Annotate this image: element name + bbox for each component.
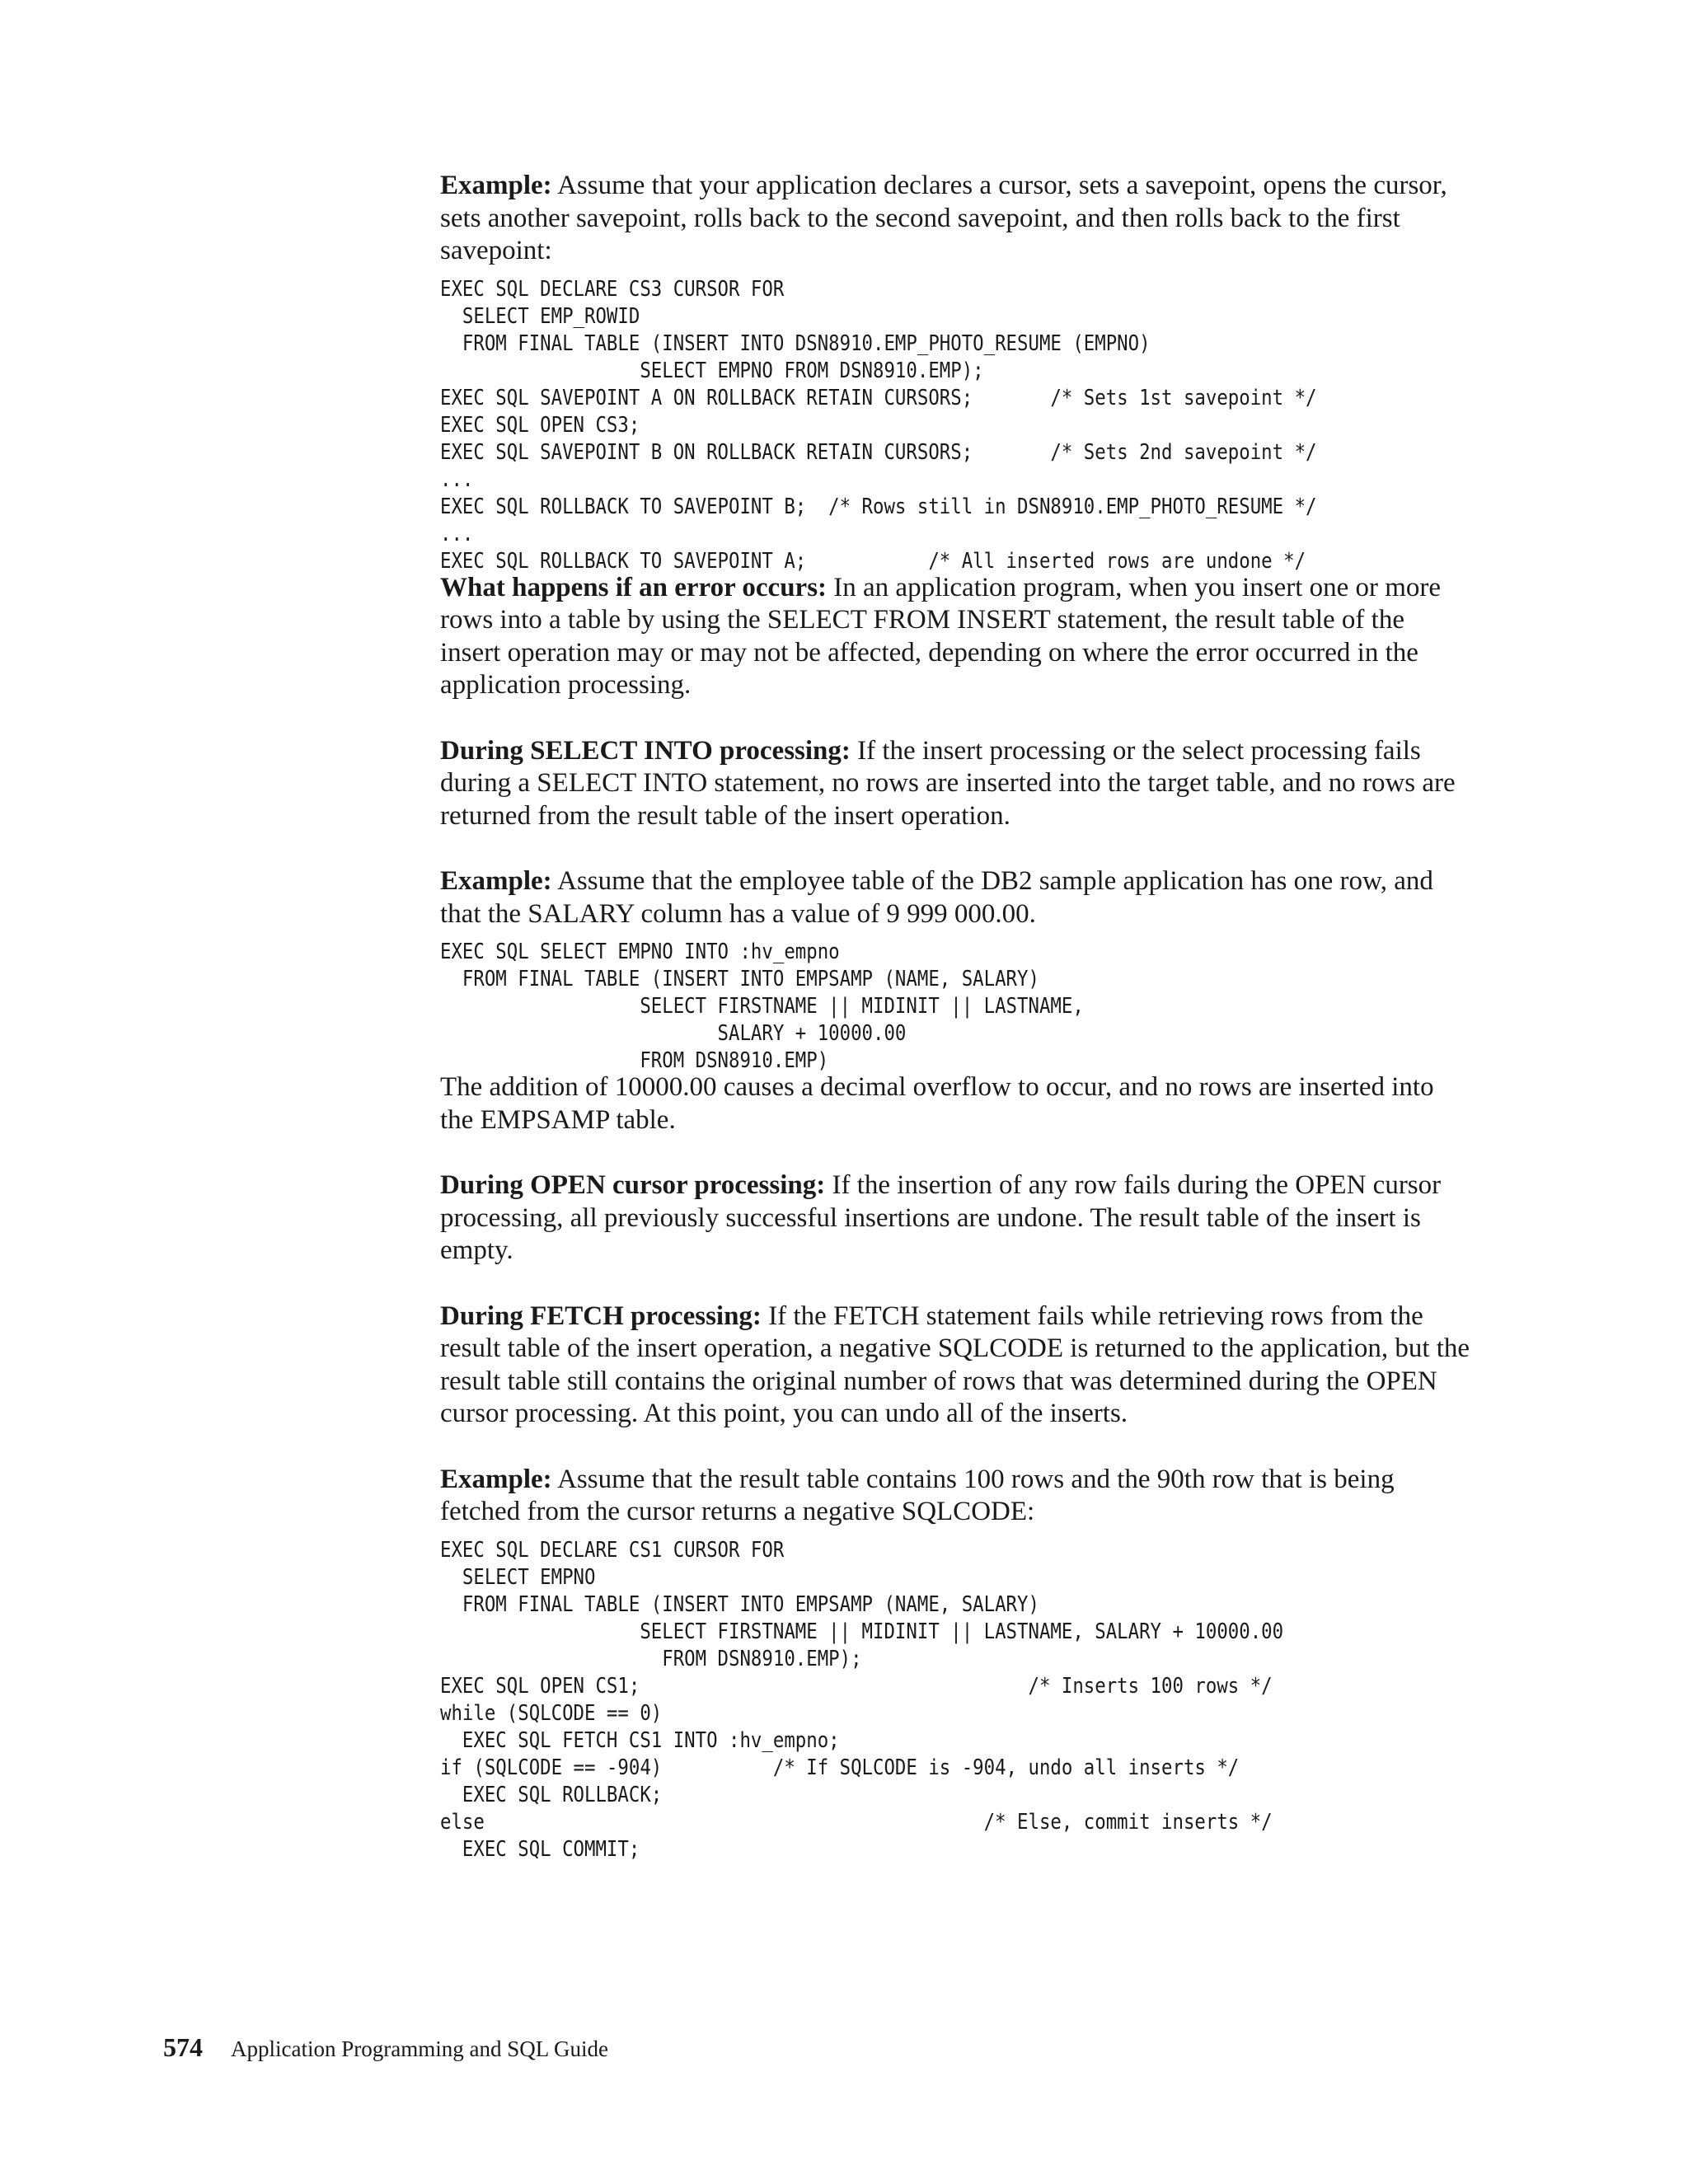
paragraph-text: In an application program, when you insert one or more rows into a table by using the SELECT FROM INSERT statement, the result table of the insert operation may or may not be affected, depending on where the error occurred in the application processing. [440,572,1442,700]
code-block-select-into: EXEC SQL SELECT EMPNO INTO :hv_empno FROM FINAL TABLE (INSERT INTO EMPSAMP (NAME, SALARY) SELECT FIRSTNAME || MIDINIT || LASTNAME, SALARY + 10000.00 FROM DSN8910.EMP) [440,940,1084,1073]
paragraph-lead: During FETCH processing: [440,1301,762,1331]
paragraph-text: The addition of 10000.00 causes a decimal overflow to occur, and no rows are inserted into the EMPSAMP table. [440,1072,1434,1135]
paragraph-lead: Example: [440,866,552,896]
code-block-savepoint: EXEC SQL DECLARE CS3 CURSOR FOR SELECT EMP_ROWID FROM FINAL TABLE (INSERT INTO DSN8910.EMP_PHOTO_RESUME (EMPNO) SELECT EMPNO FROM DSN8910.EMP); EXEC SQL SAVEPOINT A ON ROLLBACK RETAIN CURSORS; /* Sets 1st savepoint */ EXEC SQL OPEN CS3; EXEC SQL SAVEPOINT B ON ROLLBACK RETAIN CURSORS; /* Sets 2nd savepoint */ ... EXEC SQL ROLLBACK TO SAVEPOINT B; /* Rows still in DSN8910.EMP_PHOTO_RESUME */ ... EXEC SQL ROLLBACK TO SAVEPOINT A; /* All inserted rows are undone */ [440,276,1317,574]
paragraph-text: If the insert processing or the select processing fails during a SELECT INTO statement, no rows are inserted into the target table, and no rows are returned from the result table of the insert operation. [440,735,1456,831]
page-number: 574 [163,2032,203,2062]
decimal-overflow-paragraph [440,1071,1470,1137]
fetch-processing-paragraph [440,1301,1470,1431]
paragraph-lead: During SELECT INTO processing: [440,735,851,766]
open-cursor-paragraph [440,1169,1470,1268]
paragraph-lead: During OPEN cursor processing: [440,1170,826,1200]
paragraph-text: If the insertion of any row fails during the OPEN cursor processing, all previously successful insertions are undone. The result table of the insert is empty. [440,1170,1442,1265]
paragraph-lead: Example: [440,171,552,200]
paragraph-text: If the FETCH statement fails while retrieving rows from the result table of the insert operation, a negative SQLCODE is returned to the application, but the result table still contains the original number of rows that was determined during the OPEN cursor processing. At this point, you can undo all of the inserts. [440,1301,1470,1428]
paragraph-text: Assume that your application declares a cursor, sets a savepoint, opens the cursor, sets another savepoint, rolls back to the second savepoint, and then rolls back to the first savepoint: [440,171,1447,265]
book-title: Application Programming and SQL Guide [231,2036,608,2061]
code-block-fetch: EXEC SQL DECLARE CS1 CURSOR FOR SELECT EMPNO FROM FINAL TABLE (INSERT INTO EMPSAMP (NAME, SALARY) SELECT FIRSTNAME || MIDINIT || LASTNAME, SALARY + 10000.00 FROM DSN8910.EMP); EXEC SQL OPEN CS1; /* Inserts 100 rows */ while (SQLCODE == 0) EXEC SQL FETCH CS1 INTO :hv_empno; if (SQLCODE == -904) /* If SQLCODE is -904, undo all inserts */ EXEC SQL ROLLBACK; else /* Else, commit inserts */ EXEC SQL COMMIT; [440,1537,1284,1862]
example-fetch-paragraph [440,1464,1470,1529]
paragraph-lead: Example: [440,1464,552,1494]
example-salary-paragraph [440,865,1470,930]
paragraph-text: Assume that the employee table of the DB2 sample application has one row, and that the SALARY column has a value of 9 999 000.00. [440,866,1433,929]
select-into-paragraph [440,735,1470,833]
paragraph-lead: What happens if an error occurs: [440,572,828,602]
error-occurs-paragraph [440,572,1470,702]
paragraph-text: Assume that the result table contains 100 rows and the 90th row that is being fetched from the cursor returns a negative SQLCODE: [440,1464,1395,1526]
page-content [440,170,1470,1863]
page-footer [163,2032,608,2063]
example-savepoint-paragraph [440,170,1470,268]
